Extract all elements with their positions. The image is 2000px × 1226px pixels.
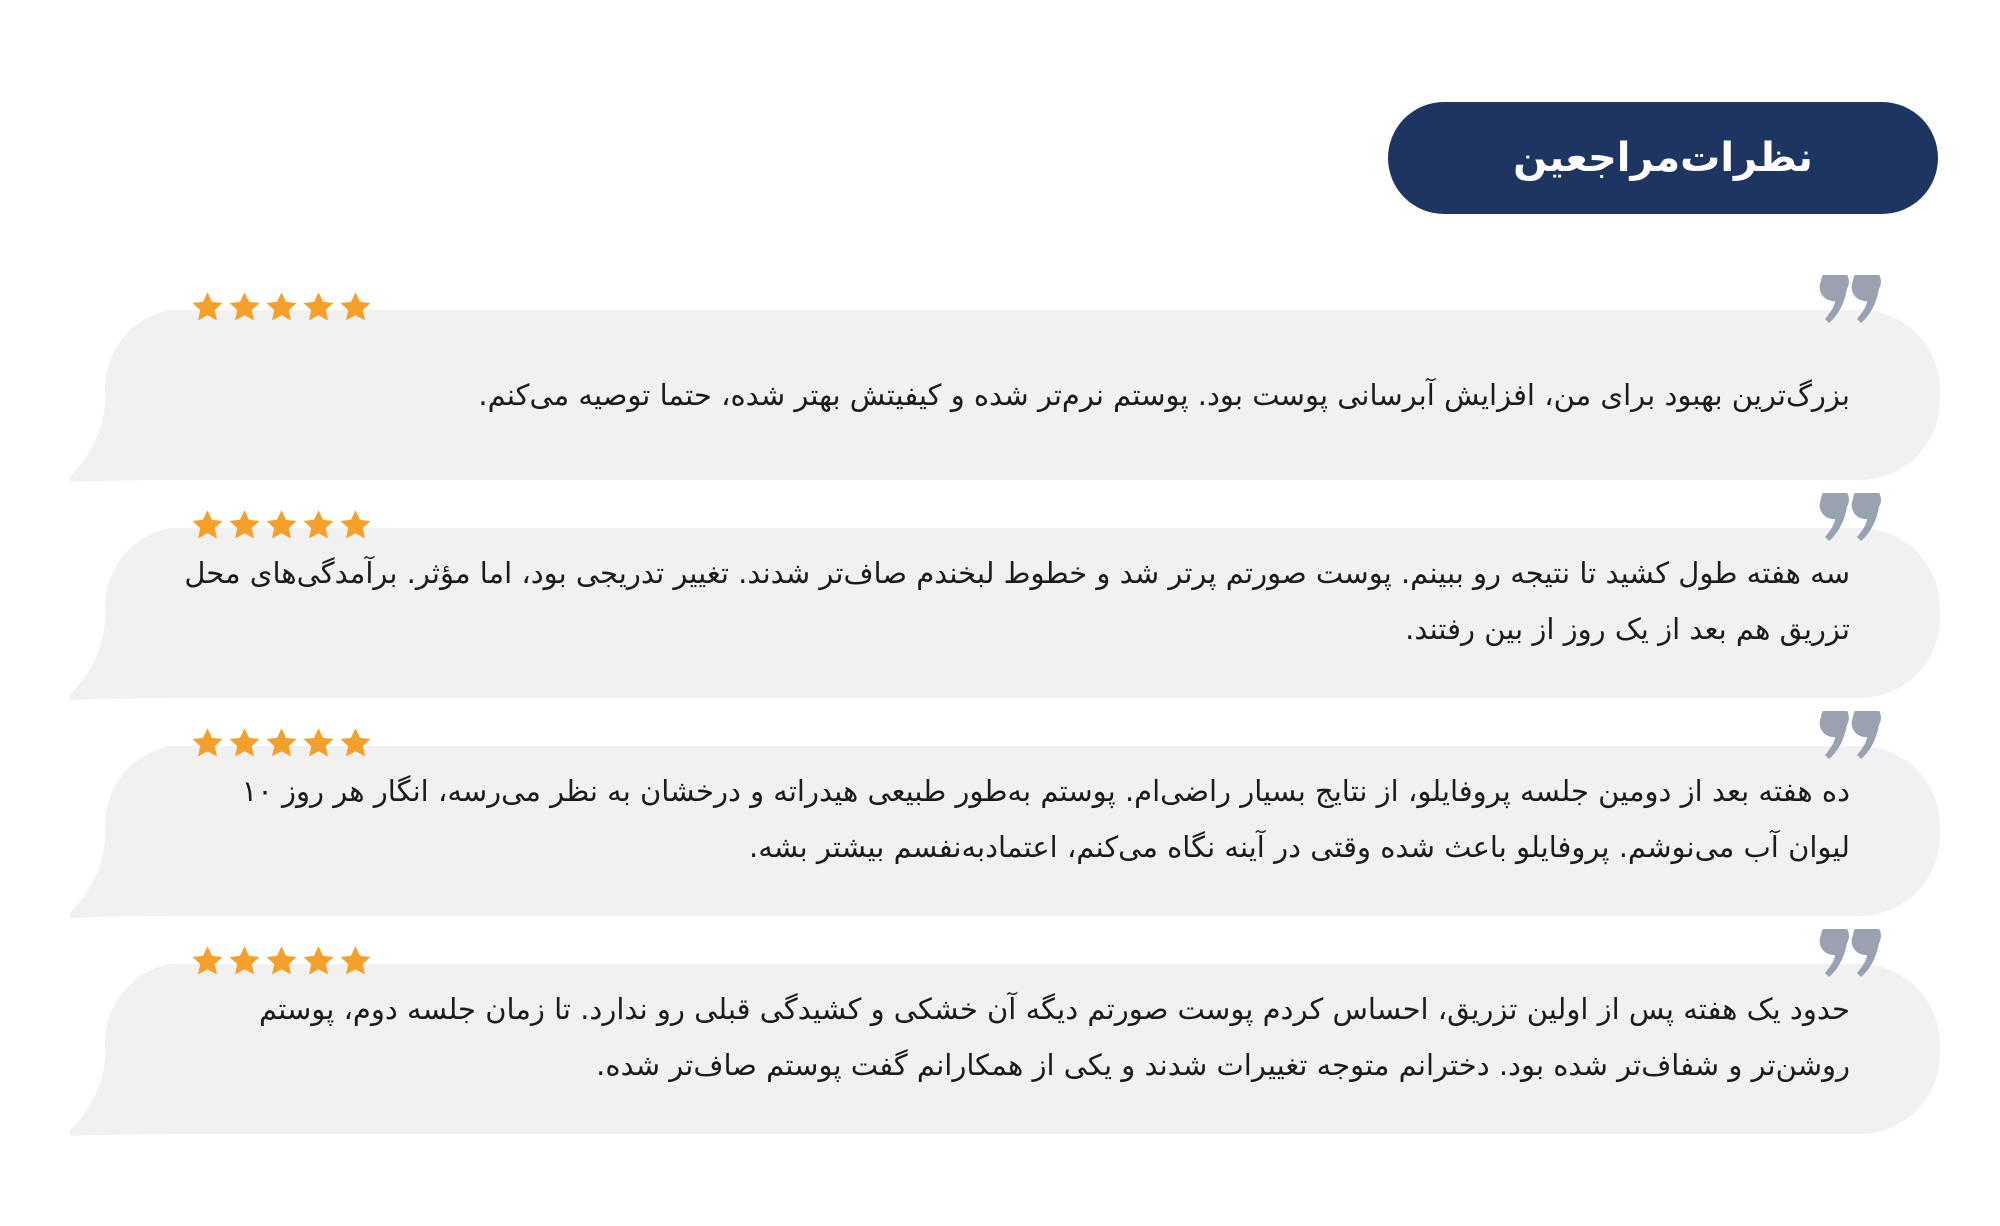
quote-icon xyxy=(1815,275,1885,327)
star-icon xyxy=(264,726,299,761)
star-icon xyxy=(338,508,373,543)
review-text: ده هفته بعد از دومین جلسه پروفایلو، از نتایج بسیار راضی‌ام. پوستم به‌طور طبیعی هیدراته و درخشان به نظر می‌رسه، انگار هر روز ۱۰ لیوان آب می‌نوشم. پروفایلو باعث شده وقتی در آینه نگاه می‌کنم، اعتمادبه‌نفسم بیشتر بشه. xyxy=(241,774,1850,864)
star-icon xyxy=(227,726,262,761)
star-icon xyxy=(338,944,373,979)
review-card xyxy=(70,706,1940,926)
star-icon xyxy=(264,944,299,979)
star-icon xyxy=(338,290,373,325)
review-card xyxy=(70,924,1940,1144)
star-icon xyxy=(264,290,299,325)
star-icon xyxy=(227,944,262,979)
review-card xyxy=(70,270,1940,490)
star-icon xyxy=(301,726,336,761)
star-icon xyxy=(338,726,373,761)
star-icon xyxy=(190,944,225,979)
review-text: بزرگ‌ترین بهبود برای من، افزایش آبرسانی پوست بود. پوستم نرم‌تر شده و کیفیتش بهتر شده، حتما توصیه می‌کنم. xyxy=(478,378,1850,412)
star-icon xyxy=(190,508,225,543)
review-text: سه هفته طول کشید تا نتیجه رو ببینم. پوست صورتم پرتر شد و خطوط لبخندم صاف‌تر شدند. تغییر تدریجی بود، اما مؤثر. برآمدگی‌های محل تزریق هم بعد از یک روز از بین رفتند. xyxy=(184,556,1850,646)
star-icon xyxy=(301,944,336,979)
star-rating xyxy=(190,944,373,979)
star-icon xyxy=(190,290,225,325)
review-text: حدود یک هفته پس از اولین تزریق، احساس کردم پوست صورتم دیگه آن خشکی و کشیدگی قبلی رو ندارد. تا زمان جلسه دوم، پوستم روشن‌تر و شفاف‌تر شده بود. دخترانم متوجه تغییرات شدند و یکی از همکارانم گفت پوستم صاف‌تر شده. xyxy=(258,992,1850,1082)
quote-icon xyxy=(1815,929,1885,981)
star-rating xyxy=(190,726,373,761)
star-icon xyxy=(301,290,336,325)
review-card xyxy=(70,488,1940,708)
star-rating xyxy=(190,290,373,325)
star-icon xyxy=(301,508,336,543)
star-rating xyxy=(190,508,373,543)
star-icon xyxy=(227,290,262,325)
quote-icon xyxy=(1815,493,1885,545)
quote-icon xyxy=(1815,711,1885,763)
star-icon xyxy=(264,508,299,543)
section-title-pill xyxy=(1388,102,1938,214)
star-icon xyxy=(190,726,225,761)
star-icon xyxy=(227,508,262,543)
section-title: نظرات‌مراجعین xyxy=(1513,135,1813,181)
